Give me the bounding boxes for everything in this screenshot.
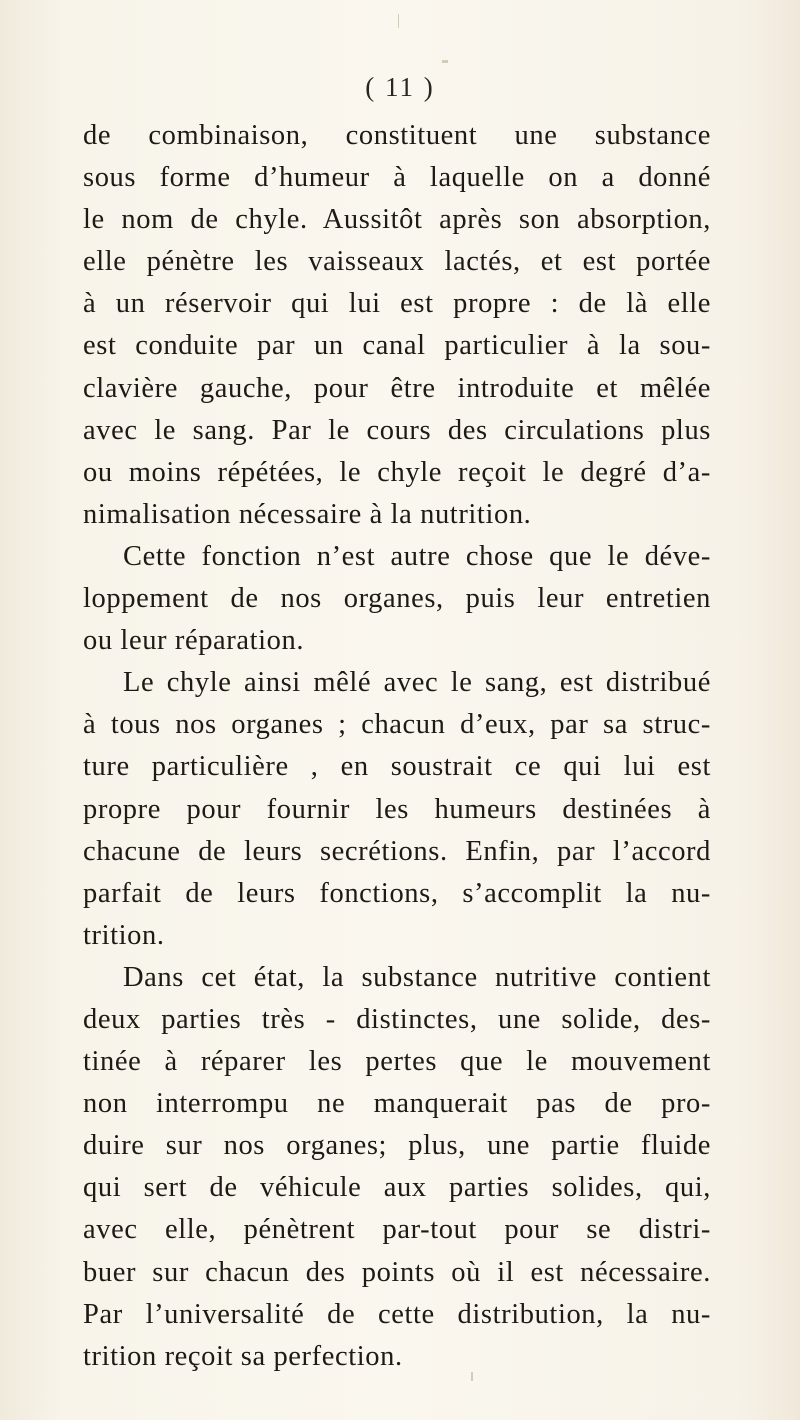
text-line: buer sur chacun des points où il est nécessaire. bbox=[83, 1256, 711, 1288]
text-line: parfait de leurs fonctions, s’accomplit la nu- bbox=[83, 877, 711, 909]
text-line: qui sert de véhicule aux parties solides, qui, bbox=[83, 1172, 711, 1204]
text-line: ture particulière , en soustrait ce qui lui est bbox=[83, 751, 711, 783]
text-line: ou moins répétées, le chyle reçoit le degré d’a- bbox=[83, 456, 711, 488]
text-line: propre pour fournir les humeurs destinées à bbox=[83, 793, 711, 825]
text-line: à un réservoir qui lui est propre : de là elle bbox=[83, 288, 711, 320]
text-line: tinée à réparer les pertes que le mouvement bbox=[83, 1046, 711, 1078]
text-line: Le chyle ainsi mêlé avec le sang, est distribué bbox=[123, 667, 711, 699]
text-line: le nom de chyle. Aussitôt après son absorption, bbox=[83, 204, 711, 236]
text-line: à tous nos organes ; chacun d’eux, par sa struc- bbox=[83, 709, 711, 741]
text-line: avec elle, pénètrent par-tout pour se distri- bbox=[83, 1214, 711, 1246]
paper-speck bbox=[471, 1372, 473, 1381]
paragraph bbox=[83, 536, 711, 662]
text-line: clavière gauche, pour être introduite et mêlée bbox=[83, 372, 711, 404]
paper-speck bbox=[442, 60, 448, 63]
page-number: ( 11 ) bbox=[365, 72, 435, 102]
paper-speck bbox=[398, 14, 399, 28]
body-text bbox=[83, 115, 711, 1378]
text-line: deux parties très - distinctes, une solide, des- bbox=[83, 1003, 711, 1035]
text-line: chacune de leurs secrétions. Enfin, par l’accord bbox=[83, 835, 711, 867]
paragraph bbox=[83, 662, 711, 957]
text-line: ou leur réparation. bbox=[83, 625, 305, 657]
text-line: sous forme d’humeur à laquelle on a donné bbox=[83, 162, 711, 194]
paragraph bbox=[83, 957, 711, 1378]
text-line: avec le sang. Par le cours des circulations plus bbox=[83, 414, 711, 446]
text-line: Par l’universalité de cette distribution, la nu- bbox=[83, 1298, 711, 1330]
text-line: nimalisation nécessaire à la nutrition. bbox=[83, 498, 532, 530]
text-line: trition reçoit sa perfection. bbox=[83, 1340, 403, 1372]
text-line: Dans cet état, la substance nutritive contient bbox=[123, 961, 711, 993]
text-line: duire sur nos organes; plus, une partie fluide bbox=[83, 1130, 711, 1162]
text-line: Cette fonction n’est autre chose que le déve- bbox=[123, 540, 711, 572]
text-line: de combinaison, constituent une substance bbox=[83, 120, 711, 151]
paragraph bbox=[83, 115, 711, 536]
text-line: est conduite par un canal particulier à la sou- bbox=[83, 330, 711, 362]
text-line: elle pénètre les vaisseaux lactés, et est portée bbox=[83, 246, 711, 278]
text-line: non interrompu ne manquerait pas de pro- bbox=[83, 1088, 711, 1120]
text-line: trition. bbox=[83, 919, 165, 951]
text-line: loppement de nos organes, puis leur entretien bbox=[83, 583, 711, 615]
